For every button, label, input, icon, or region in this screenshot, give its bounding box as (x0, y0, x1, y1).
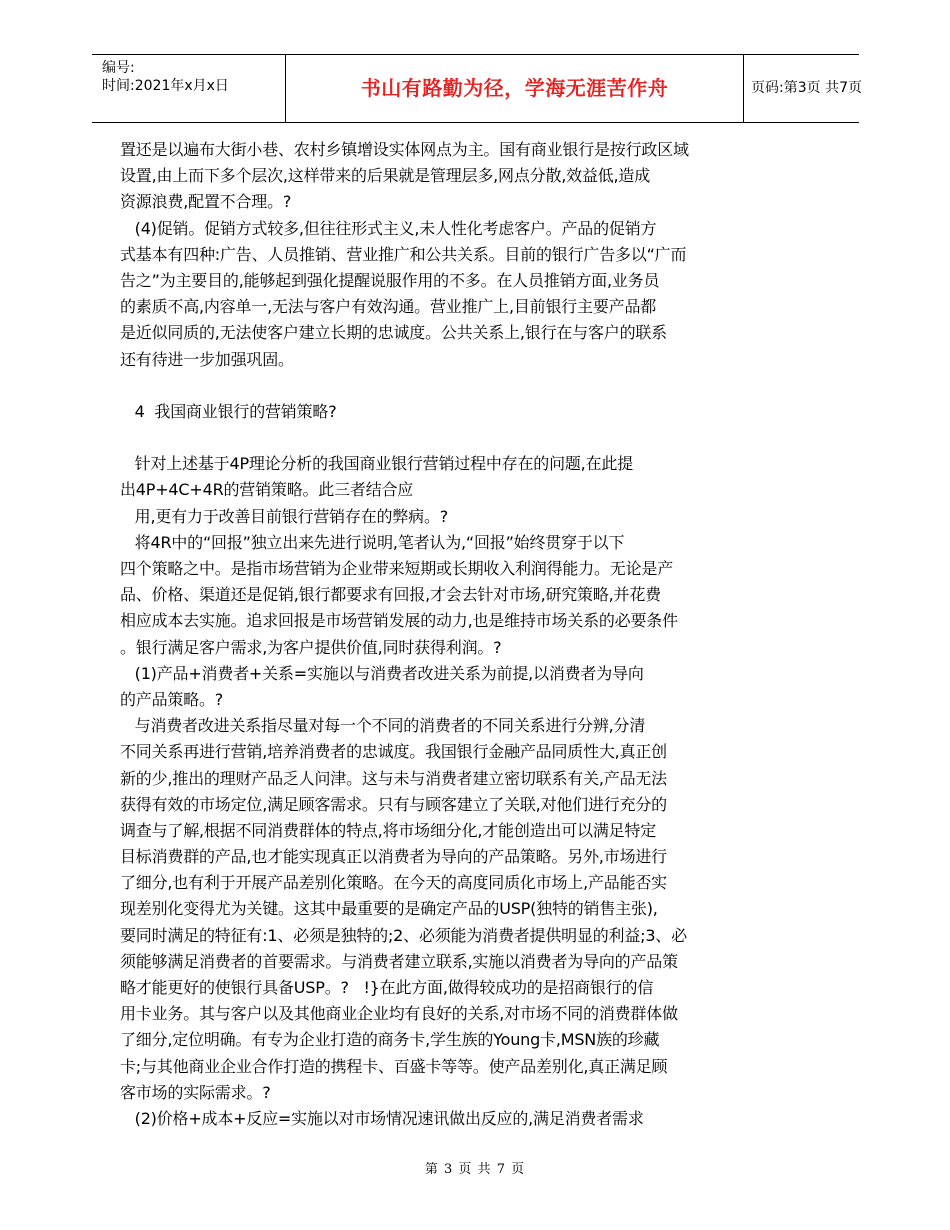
body-text-line: 客市场的实际需求。? (120, 1082, 271, 1102)
body-text-line: 了细分,定位明确。有专为企业打造的商务卡,学生族的Young卡,MSN族的珍藏 (120, 1030, 660, 1050)
body-text-line: 用卡业务。其与客户以及其他商业企业均有良好的关系,对市场不同的消费群体做 (120, 1004, 678, 1024)
body-text-line: 卡;与其他商业企业合作打造的携程卡、百盛卡等等。使产品差别化,真正满足顾 (120, 1056, 668, 1076)
body-text-line: (1)产品+消费者+关系=实施以与消费者改进关系为前提,以消费者为导向 (120, 663, 644, 683)
body-text-line: 用,更有力于改善目前银行营销存在的弊病。? (120, 506, 449, 526)
body-text-line: 要同时满足的特征有:1、必须是独特的;2、必须能为消费者提供明显的利益;3、必 (120, 925, 687, 945)
page-footer: 第 3 页 共 7 页 (424, 1162, 526, 1177)
body-text-line: 告之”为主要目的,能够起到强化提醒说服作用的不多。在人员推销方面,业务员 (120, 270, 660, 290)
body-text-line: 将4R中的“回报”独立出来先进行说明,笔者认为,“回报”始终贯穿于以下 (120, 532, 625, 552)
body-text-line: 的素质不高,内容单一,无法与客户有效沟通。营业推广上,目前银行主要产品都 (120, 297, 657, 317)
header-page-cell (743, 55, 862, 122)
body-text-line: 现差别化变得尤为关键。这其中最重要的是确定产品的USP(独特的销售主张), (120, 899, 658, 919)
document-time-label: 时间:2021年x月x日 (102, 78, 229, 94)
body-text-line: 略才能更好的使银行具备USP。? !}在此方面,做得较成功的是招商银行的信 (120, 978, 654, 997)
header-motto-cell (285, 55, 744, 122)
body-text-line: 获得有效的市场定位,满足顾客需求。只有与顾客建立了关联,对他们进行充分的 (120, 794, 667, 814)
body-text-line: 还有待进一步加强巩固。 (120, 349, 294, 369)
body-text-line: 资源浪费,配置不合理。? (120, 192, 292, 212)
body-text-line: 不同关系再进行营销,培养消费者的忠诚度。我国银行金融产品同质性大,真正创 (120, 742, 667, 762)
body-text-line: 式基本有四种:广告、人员推销、营业推广和公共关系。目前的银行广告多以“广而 (120, 244, 687, 264)
header-meta-cell (92, 55, 285, 122)
body-text-line: 品、价格、渠道还是促销,银行都要求有回报,才会去针对市场,研究策略,并花费 (120, 585, 661, 605)
body-text-line: 的产品策略。? (120, 689, 224, 709)
body-text-line: (2)价格+成本+反应=实施以对市场情况速讯做出反应的,满足消费者需求 (120, 1108, 644, 1128)
header-motto: 书山有路勤为径，学海无涯苦作舟 (360, 76, 669, 100)
body-text-line: 是近似同质的,无法使客户建立长期的忠诚度。公共关系上,银行在与客户的联系 (120, 323, 667, 343)
body-text-line: 了细分,也有利于开展产品差别化策略。在今天的高度同质化市场上,产品能否实 (120, 873, 667, 893)
body-text-line: 新的少,推出的理财产品乏人问津。这与未与消费者建立密切联系有关,产品无法 (120, 768, 667, 788)
body-text-line: 须能够满足消费者的首要需求。与消费者建立联系,实施以消费者为导向的产品策 (120, 951, 678, 971)
blank-line (120, 425, 770, 451)
body-text-line: 相应成本去实施。追求回报是市场营销发展的动力,也是维持市场关系的必要条件 (120, 611, 678, 631)
body-text-line: 调查与了解,根据不同消费群体的特点,将市场细分化,才能创造出可以满足特定 (120, 820, 657, 840)
body-text-line: 针对上述基于4P理论分析的我国商业银行营销过程中存在的问题,在此提 (120, 454, 633, 474)
body-text-line: (4)促销。促销方式较多,但往往形式主义,未人性化考虑客户。产品的促销方 (120, 218, 657, 238)
body-text-line: 目标消费群的产品,也才能实现真正以消费者为导向的产品策略。另外,市场进行 (120, 847, 667, 867)
body-text-line: 。银行满足客户需求,为客户提供价值,同时获得利润。? (120, 637, 502, 657)
header-page-info: 页码:第3页 共7页 (751, 80, 862, 96)
page-header (92, 54, 862, 123)
body-text-line: 与消费者改进关系指尽量对每一个不同的消费者的不同关系进行分辨,分清 (120, 716, 646, 736)
body-text-line: 4 我国商业银行的营销策略? (120, 401, 337, 421)
body-text-line: 设置,由上而下多个层次,这样带来的后果就是管理层多,网点分散,效益低,造成 (120, 166, 651, 186)
document-number-label: 编号: (102, 60, 135, 76)
body-text-line: 出4P+4C+4R的营销策略。此三者结合应 (120, 480, 414, 500)
document-body (120, 137, 770, 1132)
body-text-line: 四个策略之中。是指市场营销为企业带来短期或长期收入利润得能力。无论是产 (120, 559, 674, 578)
body-text-line: 置还是以遍布大街小巷、农村乡镇增设实体网点为主。国有商业银行是按行政区域 (120, 140, 689, 159)
blank-line (120, 373, 770, 399)
